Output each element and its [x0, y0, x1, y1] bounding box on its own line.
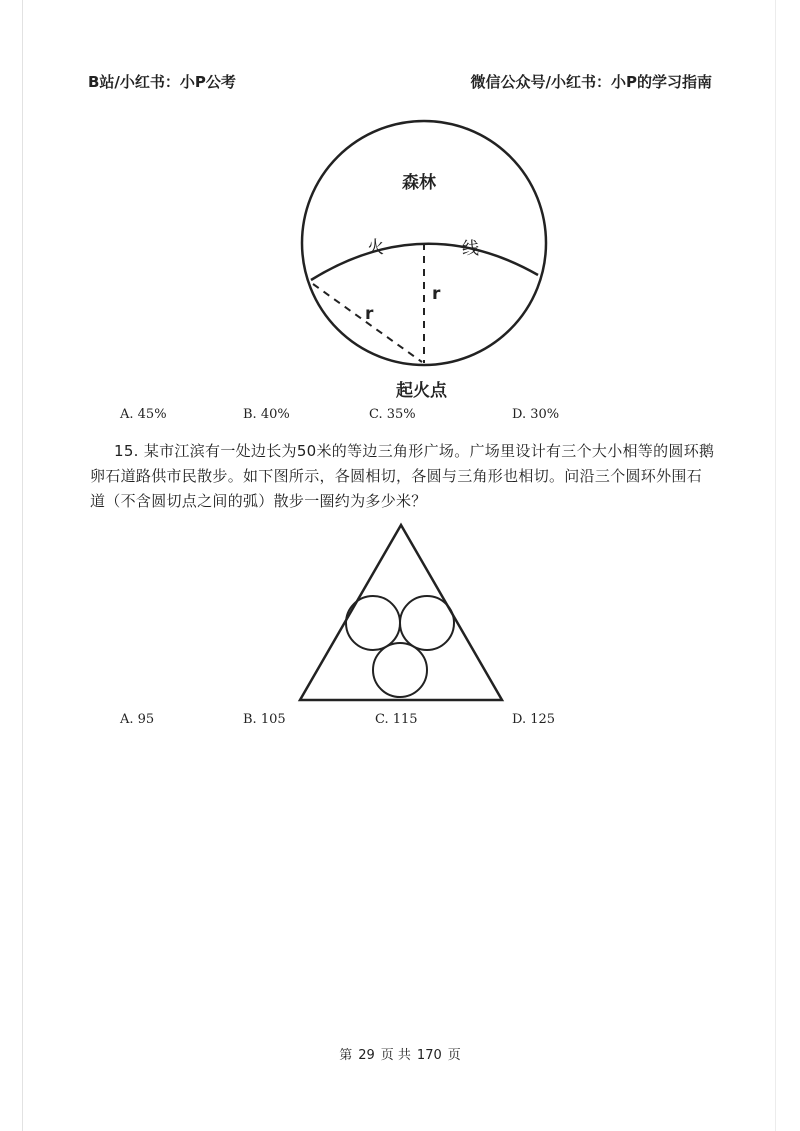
equilateral-triangle: [300, 525, 502, 700]
circle-bottom: [373, 643, 427, 697]
q15-line-3: 道（不含圆切点之间的弧）散步一圈约为多少米？: [90, 492, 427, 510]
footer-total-pages: 170: [416, 1048, 442, 1063]
radius-label-vertical: r: [432, 284, 441, 304]
fire-label-1: 火: [367, 238, 384, 258]
circle-top-left: [346, 596, 400, 650]
q14-option-c: C. 35%: [369, 407, 416, 422]
fire-label-2: 线: [462, 239, 479, 259]
header-right: 微信公众号/小红书：小P的学习指南: [470, 73, 712, 91]
circle-top-right: [400, 596, 454, 650]
header-left: B站/小红书：小P公考: [88, 73, 236, 91]
q15-line-2: 卵石道路供市民散步。如下图所示，各圆相切，各圆与三角形也相切。问沿三个圆环外围石: [90, 467, 703, 485]
q15-option-c: C. 115: [375, 712, 418, 727]
q14-option-d: D. 30%: [512, 407, 560, 422]
origin-label: 起火点: [396, 381, 447, 401]
q15-option-d: D. 125: [512, 712, 556, 727]
triangle-circles-figure: [300, 525, 502, 700]
q15-option-a: A. 95: [120, 712, 155, 727]
forest-fire-figure: [302, 121, 546, 401]
q15-option-b: B. 105: [243, 712, 286, 727]
page-footer: [0, 1044, 800, 1063]
radius-label-diagonal: r: [365, 304, 374, 324]
footer-middle: 页 共: [380, 1048, 411, 1063]
footer-suffix: 页: [447, 1048, 461, 1063]
footer-page-number: 29: [358, 1048, 375, 1063]
footer-prefix: 第: [339, 1048, 353, 1063]
forest-label: 森林: [402, 173, 436, 193]
question-15-text: [90, 439, 718, 514]
q14-option-b: B. 40%: [243, 407, 290, 422]
q15-line-1: 15. 某市江滨有一处边长为50米的等边三角形广场。广场里设计有三个大小相等的圆环鹅: [114, 442, 715, 460]
q14-option-a: A. 45%: [120, 407, 167, 422]
